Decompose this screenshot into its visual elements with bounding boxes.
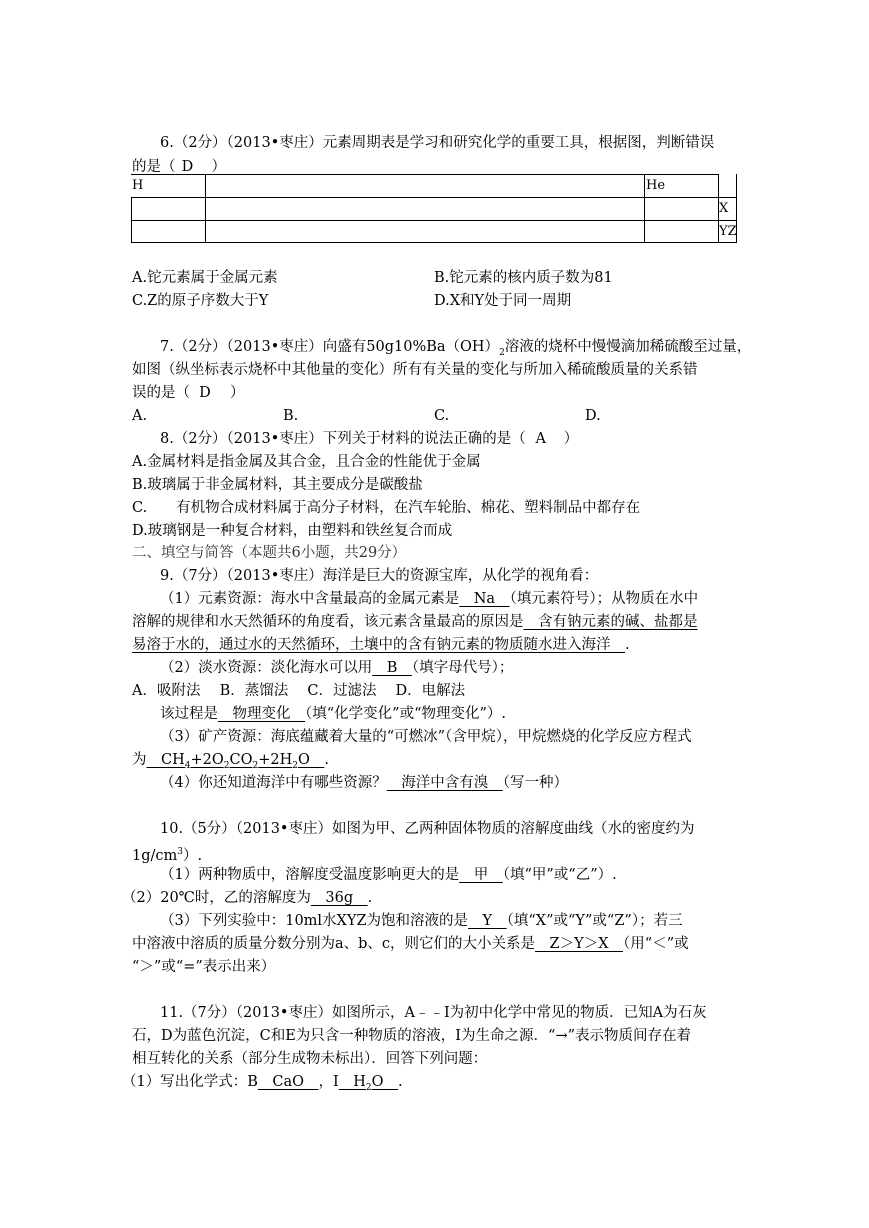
q8-option-d: D.玻璃钢是一种复合材料，由塑料和铁丝复合而成 (132, 523, 453, 539)
q8-option-c: C. 有机物合成材料属于高分子材料，在汽车轮胎、棉花、塑料制品中都存在 (132, 500, 641, 516)
q6-option-a: A.铊元素属于金属元素 (132, 270, 278, 286)
q9-answer-physical: 物理变化 (218, 706, 305, 722)
q11-answer-cao: CaO (257, 1074, 319, 1090)
q8-option-a: A.金属材料是指金属及其合金，且合金的性能优于金属 (132, 454, 481, 470)
table-cell-he: He (646, 178, 666, 193)
q10-part3-line1: （3）下列实验中：10ml水XYZ为饱和溶液的是 Y （填“X”或“Y”或“Z”）；若三 (160, 913, 683, 929)
q11-part1: （1）写出化学式：B CaO ，I $H_2O$ . (122, 1074, 403, 1093)
q6-answer: D (181, 159, 194, 175)
q7-option-d: D. (585, 408, 601, 424)
q9-stem: 9.（7分）（2013•枣庄）海洋是巨大的资源宝库，从化学的视角看： (160, 568, 599, 584)
table-cell-yz: YZ (719, 224, 737, 239)
q6-stem-line2: 的是（ D ） (132, 159, 226, 175)
table-cell-x: X (719, 201, 729, 216)
q9-part4: （4）你还知道海洋中有哪些资源？ 海洋中含有溴 （写一种） (160, 775, 568, 791)
q7-answer: D (199, 385, 211, 401)
q9-answer-equation: $CH_4+2O_2CO_2+2H_2O$ (146, 752, 325, 771)
q10-part3-line3: “＞”或“=”表示出来） (132, 959, 276, 975)
q10-answer-jia: 甲 (459, 867, 503, 883)
q10-part1: （1）两种物质中，溶解度受温度影响更大的是 甲 （填“甲”或“乙”）. (160, 867, 617, 883)
q7-option-a: A. (132, 408, 148, 424)
table-cell-h: H (132, 178, 144, 193)
q11-answer-h2o: $H_2O$ (338, 1074, 399, 1093)
section-heading: 二、填空与简答（本题共6小题，共29分） (132, 545, 407, 561)
q7-stem-line1: 7.（2分）（2013•枣庄）向盛有$50g10\%Ba(OH)_2$溶液的烧杯中慢慢滴加稀硫酸至过量， (160, 339, 752, 358)
q10-answer-y: Y (468, 913, 507, 929)
q10-answer-36g: 36g (310, 890, 368, 906)
q6-option-c: C.Z的原子序数大于Y (132, 293, 269, 309)
q9-part2-line1: （2）淡水资源：淡化海水可以用 B （填字母代号）； (160, 660, 514, 676)
q6-stem-line1: 6.（2分）（2013•枣庄）元素周期表是学习和研究化学的重要工具，根据图，判断错误 (160, 135, 715, 151)
q11-stem-line3: 相互转化的关系（部分生成物未标出）．回答下列问题： (132, 1051, 488, 1067)
q7-option-c: C. (434, 408, 450, 424)
q8-option-b: B.玻璃属于非金属材料，其主要成分是碳酸盐 (132, 477, 423, 493)
q10-part2: （2）20℃时，乙的溶解度为 36g . (122, 890, 373, 906)
q7-option-b: B. (283, 408, 299, 424)
q9-part3-line2: 为 $CH_4+2O_2CO_2+2H_2O$ . (132, 752, 329, 771)
q10-stem-line2: $1g/cm^3$）. (132, 847, 203, 864)
q8-stem: 8.（2分）（2013•枣庄）下列关于材料的说法正确的是（ A ） (160, 431, 579, 447)
q9-part1-line2: 溶解的规律和水天然循环的角度看，该元素含量最高的原因是 含有钠元素的碱、盐都是 (132, 614, 698, 630)
q10-answer-order: Z＞Y＞X (535, 936, 624, 952)
q7-stem-line3: 误的是（ D ） (132, 385, 245, 401)
q9-answer-reason-b: 易溶于水的，通过水的天然循环，土壤中的含有钠元素的物质随水进入海洋 (132, 637, 625, 653)
q9-answer-b: B (372, 660, 412, 676)
q11-stem-line2: 石，D为蓝色沉淀，C和E为只含一种物质的溶液，I为生命之源．“→”表示物质间存在着 (132, 1028, 692, 1044)
q9-part2-options: A．吸附法 B．蒸馏法 C．过滤法 D．电解法 (132, 683, 466, 699)
q9-part1-line1: （1）元素资源：海水中含量最高的金属元素是 Na （填元素符号）；从物质在水中 (160, 591, 699, 607)
q6-option-b: B.铊元素的核内质子数为81 (434, 270, 613, 286)
q11-stem-line1: 11.（7分）（2013•枣庄）如图所示，A﹣﹣I为初中化学中常见的物质．已知A为石灰 (160, 1005, 707, 1021)
q9-part1-line3: 易溶于水的，通过水的天然循环，土壤中的含有钠元素的物质随水进入海洋 . (132, 637, 630, 653)
q9-part3-line1: （3）矿产资源：海底蕴藏着大量的“可燃冰”（含甲烷），甲烷燃烧的化学反应方程式 (160, 729, 692, 745)
q9-answer-bromine: 海洋中含有溴 (386, 775, 503, 791)
q10-stem-line1: 10.（5分）（2013•枣庄）如图为甲、乙两种固体物质的溶解度曲线（水的密度约为 (160, 821, 695, 837)
q6-option-d: D.X和Y处于同一周期 (434, 293, 572, 309)
q7-stem-line2: 如图（纵坐标表示烧杯中其他量的变化）所有有关量的变化与所加入稀硫酸质量的关系错 (132, 362, 698, 378)
q10-part3-line2: 中溶液中溶质的质量分数分别为a、b、c，则它们的大小关系是 Z＞Y＞X （用“＜”或 (132, 936, 689, 952)
q9-answer-na: Na (459, 591, 510, 607)
q8-answer: A (535, 431, 546, 447)
q9-part2-line3: 该过程是 物理变化 （填“化学变化”或“物理变化”）. (160, 706, 507, 722)
q9-answer-reason-a: 含有钠元素的碱、盐都是 (523, 614, 698, 630)
